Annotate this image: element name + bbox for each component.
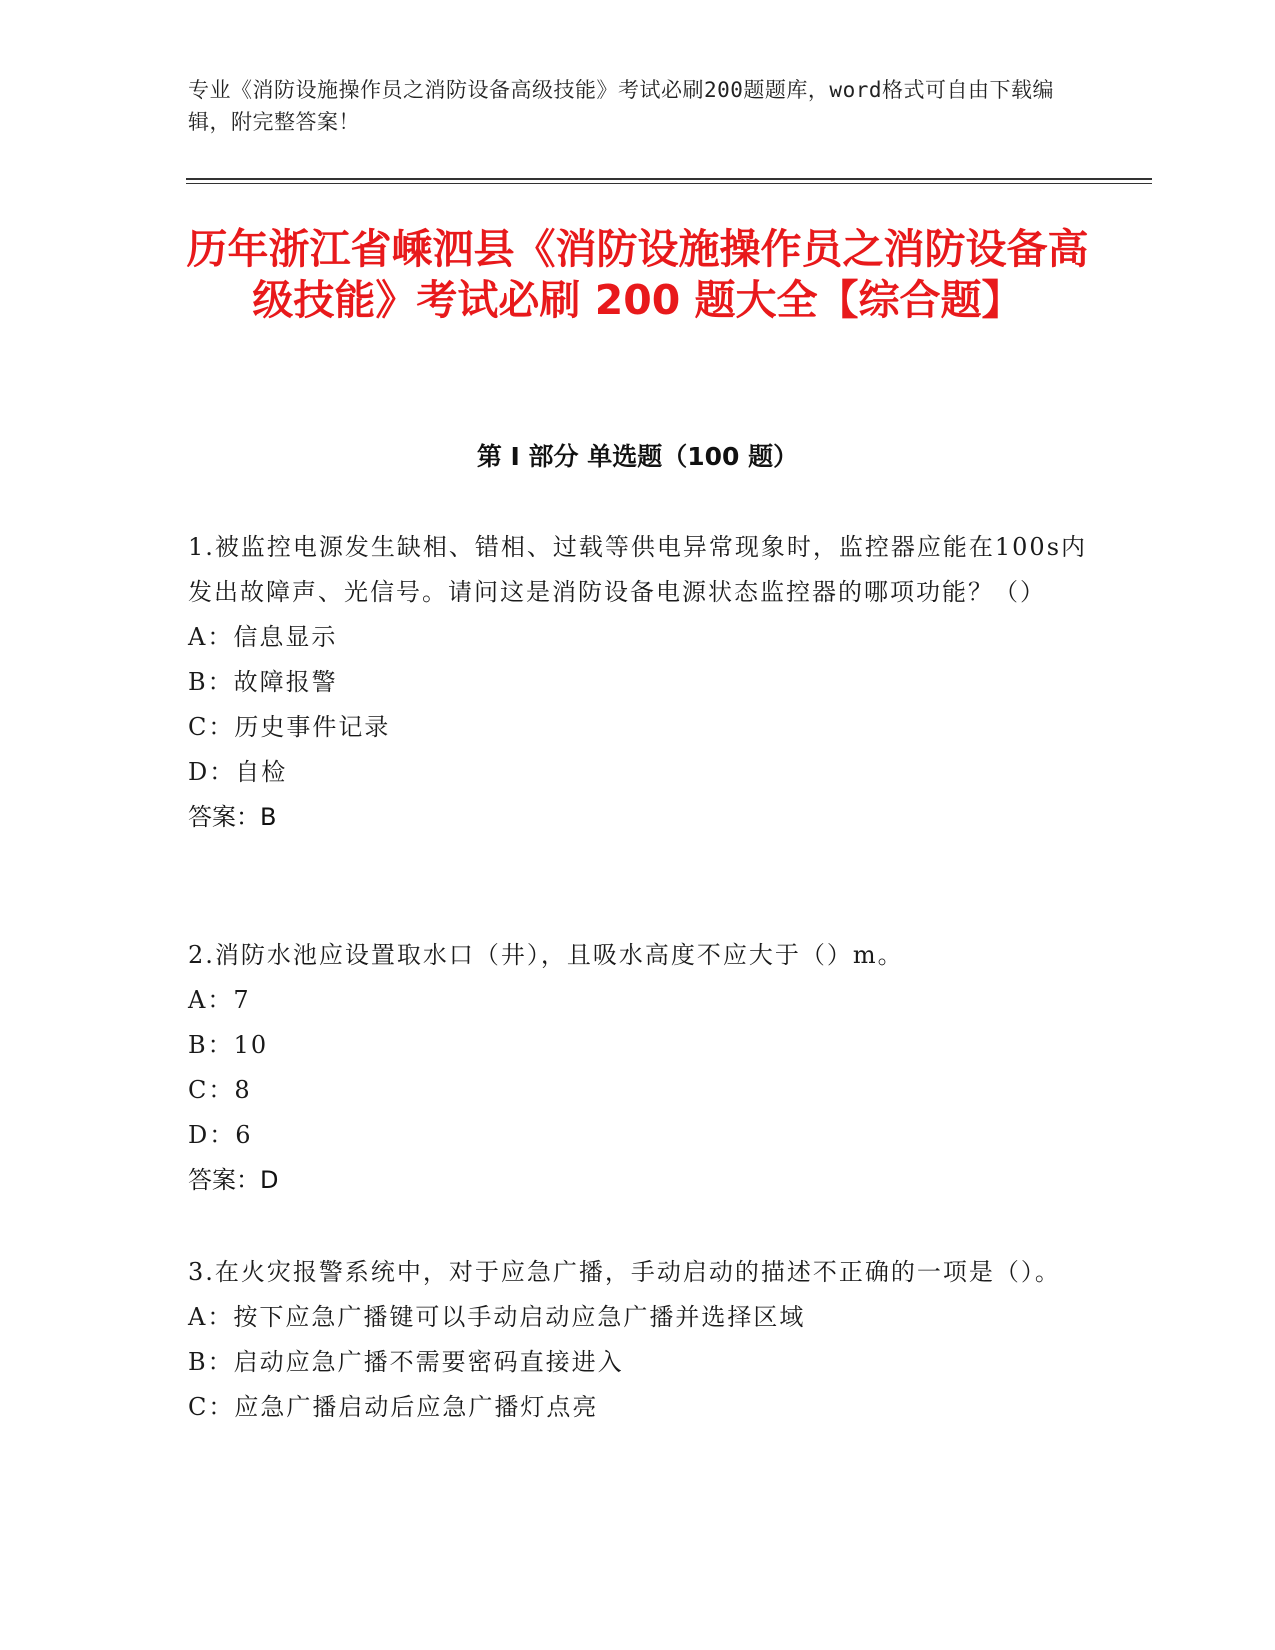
question-text: 1.被监控电源发生缺相、错相、过载等供电异常现象时，监控器应能在100s内发出故障声、光信号。请问这是消防设备电源状态监控器的哪项功能？（） [188, 533, 1088, 606]
section-heading: 第 I 部分 单选题（100 题） [476, 442, 799, 471]
answer: 答案：B [188, 803, 277, 831]
answer: 答案：D [188, 1166, 279, 1194]
option-b: B：启动应急广播不需要密码直接进入 [188, 1348, 624, 1376]
header-note: 专业《消防设施操作员之消防设备高级技能》考试必刷200题题库，word格式可自由下载编辑，附完整答案！ [188, 78, 1054, 134]
option-c: C：8 [188, 1076, 252, 1104]
header-divider-thick [186, 178, 1152, 180]
document-title: 历年浙江省嵊泗县《消防设施操作员之消防设备高级技能》考试必刷 200 题大全【综合题】 [186, 225, 1089, 324]
option-b: B：10 [188, 1031, 269, 1059]
question-text: 2.消防水池应设置取水口（井），且吸水高度不应大于（）m。 [188, 941, 904, 969]
question-1 [188, 525, 1088, 840]
option-c: C：应急广播启动后应急广播灯点亮 [188, 1393, 599, 1421]
question-2 [188, 933, 1088, 1203]
header-divider-thin [186, 183, 1152, 184]
question-text: 3.在火灾报警系统中，对于应急广播，手动启动的描述不正确的一项是（）。 [188, 1258, 1061, 1286]
option-a: A：信息显示 [188, 623, 338, 651]
option-c: C：历史事件记录 [188, 713, 391, 741]
option-d: D：自检 [188, 758, 288, 786]
option-a: A：7 [188, 986, 251, 1014]
option-a: A：按下应急广播键可以手动启动应急广播并选择区域 [188, 1303, 806, 1331]
option-b: B：故障报警 [188, 668, 338, 696]
question-3 [188, 1250, 1088, 1430]
option-d: D：6 [188, 1121, 253, 1149]
